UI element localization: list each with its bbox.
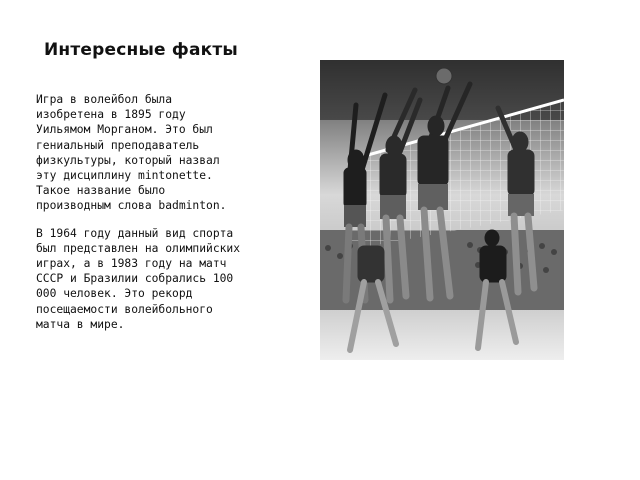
- paragraph-olympics: В 1964 году данный вид спорта был представлен на олимпийских играх, а в 1983 году на матч СССР и Бразилии собрались 100 000 человек. Это рекорд посещаемости волейбольного матча в мире.: [36, 226, 241, 331]
- paragraph-history: Игра в волейбол была изобретена в 1895 году Уильямом Морганом. Это был гениальный преподаватель физкультуры, который назвал эту дисциплину mintonette. Такое название было производным слова badminton.: [36, 93, 227, 213]
- body-text: [36, 92, 241, 344]
- volleyball-photo: [320, 60, 564, 360]
- slide-title: Интересные факты: [44, 40, 239, 60]
